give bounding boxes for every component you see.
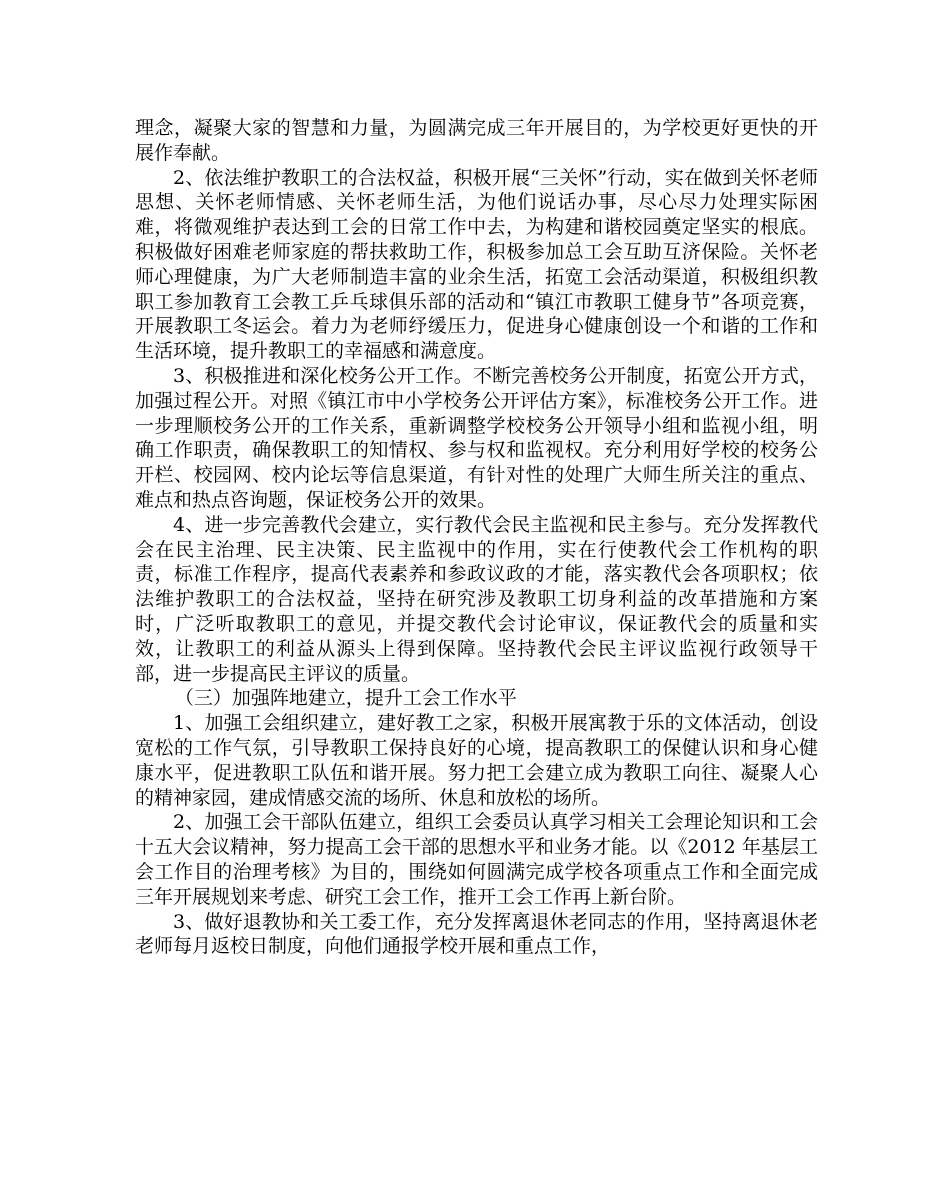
paragraph-section3-item-1: 1、加强工会组织建立，建好教工之家，积极开展寓教于乐的文体活动，创设宽松的工作气氛，引导教职工保持良好的心境，提高教职工的保健认识和身心健康水平，促进教职工队伍和谐开展。努力把工会建立成为教职工向往、凝聚人心的精神家园，建成情感交流的场所、休息和放松的场所。 bbox=[135, 712, 818, 809]
paragraph-section3-item-2: 2、加强工会干部队伍建立，组织工会委员认真学习相关工会理论知识和工会十五大会议精神，努力提高工会干部的思想水平和业务才能。以《2012 年基层工会工作目的治理考核》为目的，围绕如何圆满完成学校各项重点工作和全面完成三年开展规划来考虑、研究工会工作，推开工会工作再上新台阶。 bbox=[135, 811, 818, 908]
section-heading-3: （三）加强阵地建立，提升工会工作水平 bbox=[174, 687, 517, 710]
document-page bbox=[135, 116, 818, 959]
paragraph-section3-item-3: 3、做好退教协和关工委工作，充分发挥离退休老同志的作用，坚持离退休老老师每月返校日制度，向他们通报学校开展和重点工作， bbox=[135, 910, 818, 958]
paragraph-item-3: 3、积极推进和深化校务公开工作。不断完善校务公开制度，拓宽公开方式，加强过程公开。对照《镇江市中小学校务公开评估方案》，标准校务公开工作。进一步理顺校务公开的工作关系，重新调整学校校务公开领导小组和监视小组，明确工作职责，确保教职工的知情权、参与权和监视权。充分利用好学校的校务公开栏、校园网、校内论坛等信息渠道，有针对性的处理广大师生所关注的重点、难点和热点咨询题，保证校务公开的效果。 bbox=[135, 364, 818, 511]
paragraph-item-2: 2、依法维护教职工的合法权益，积极开展“三关怀”行动，实在做到关怀老师思想、关怀老师情感、关怀老师生活，为他们说话办事，尽心尽力处理实际困难，将微观维护表达到工会的日常工作中去，为构建和谐校园奠定坚实的根底。积极做好困难老师家庭的帮扶救助工作，积极参加总工会互助互济保险。关怀老师心理健康，为广大老师制造丰富的业余生活，拓宽工会活动渠道，积极组织教职工参加教育工会教工乒乓球俱乐部的活动和“镇江市教职工健身节”各项竞赛，开展教职工冬运会。着力为老师纾缓压力，促进身心健康创设一个和谐的工作和生活环境，提升教职工的幸福感和满意度。 bbox=[135, 166, 818, 363]
paragraph-intro: 理念，凝聚大家的智慧和力量，为圆满完成三年开展目的，为学校更好更快的开展作奉献。 bbox=[135, 117, 818, 164]
paragraph-item-4: 4、进一步完善教代会建立，实行教代会民主监视和民主参与。充分发挥教代会在民主治理、民主决策、民主监视中的作用，实在行使教代会工作机构的职责，标准工作程序，提高代表素养和参政议政的才能，落实教代会各项职权；依法维护教职工的合法权益，坚持在研究涉及教职工切身利益的改革措施和方案时，广泛听取教职工的意见，并提交教代会讨论审议，保证教代会的质量和实效，让教职工的利益从源头上得到保障。坚持教代会民主评议监视行政领导干部，进一步提高民主评议的质量。 bbox=[135, 513, 818, 685]
